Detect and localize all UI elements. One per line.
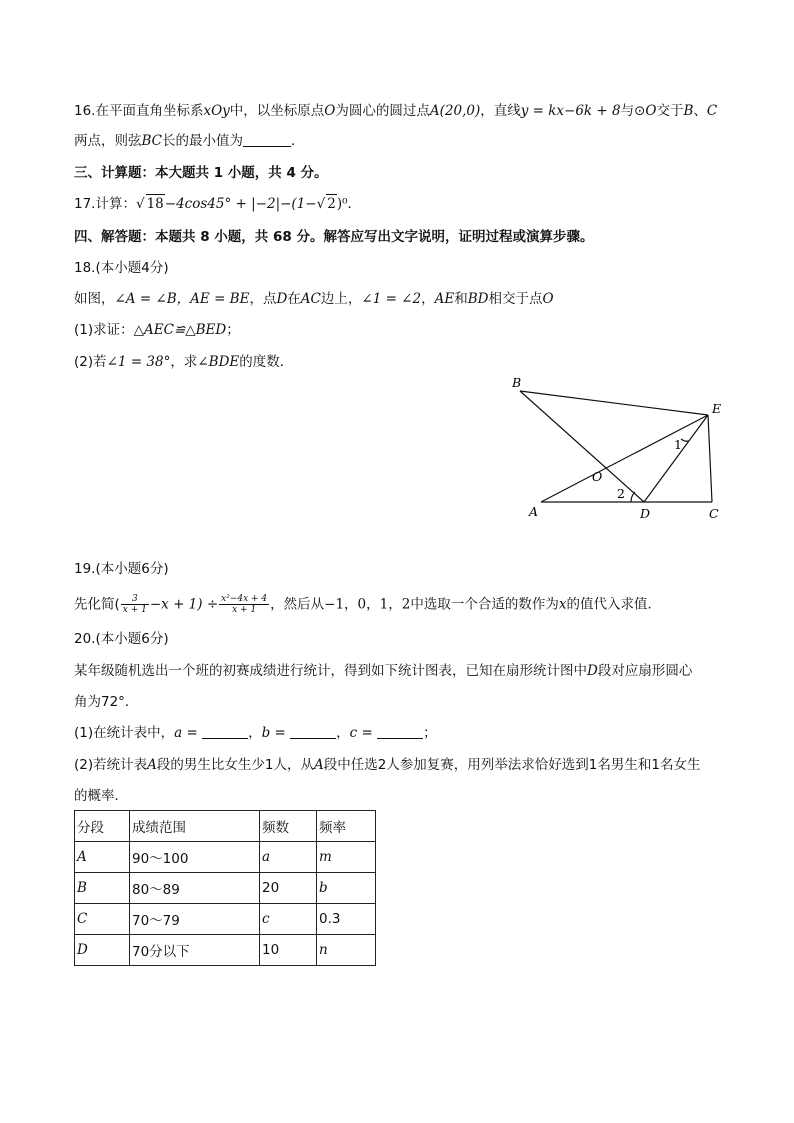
math: )⁰．	[336, 196, 361, 212]
label-c: C	[709, 506, 719, 521]
math: ∠1 = ∠2	[361, 291, 422, 307]
q20-part2-line1	[74, 756, 701, 774]
text: ；	[226, 322, 240, 338]
q19-statement	[74, 594, 661, 615]
text: 段对应扇形圆心	[597, 663, 693, 679]
text: 两点，则弦	[74, 133, 142, 149]
text: ，	[336, 725, 350, 741]
label-o: O	[592, 469, 603, 484]
text: 16.在平面直角坐标系	[74, 103, 204, 119]
math: A(20,0)	[429, 103, 481, 119]
text: 为圆心的圆过点	[335, 103, 430, 119]
fraction: $\frac{3}{x + 1}$	[122, 594, 147, 615]
math: O	[645, 103, 657, 119]
table-cell: 0.3	[317, 904, 376, 935]
text: 如图，	[74, 291, 115, 307]
math: A	[313, 757, 324, 773]
table-cell: m	[317, 842, 376, 873]
q20-intro1	[74, 662, 692, 680]
text: 在	[287, 291, 301, 307]
segment-bd	[520, 391, 644, 502]
answer-blank-a	[202, 725, 248, 739]
text: ；	[423, 725, 437, 741]
segment-be	[520, 391, 708, 415]
radicand: 2	[327, 196, 336, 212]
text: ．	[291, 133, 305, 149]
q18-part2	[74, 353, 293, 371]
text: (1)求证：	[74, 322, 134, 338]
text: 段中任选2人参加复赛，用列举法求恰好选到1名男生和1名女生	[323, 757, 701, 773]
math: O	[542, 291, 554, 307]
text: ，点	[249, 291, 277, 307]
table-cell: 90～100	[130, 842, 260, 873]
text: (2)若	[74, 354, 107, 370]
table-cell: n	[317, 935, 376, 966]
math: BD	[467, 291, 489, 307]
math: c =	[349, 725, 378, 741]
table-row	[75, 904, 376, 935]
math: O	[324, 103, 336, 119]
q18-statement	[74, 290, 554, 308]
table-row	[75, 873, 376, 904]
text: 中选取一个合适的数作为	[410, 596, 559, 613]
math: ∠A = ∠B，AE = BE	[114, 291, 250, 307]
answer-blank-b	[290, 725, 336, 739]
text: ，	[421, 291, 435, 307]
text: 某年级随机选出一个班的初赛成绩进行统计，得到如下统计图表，已知在扇形统计图中	[74, 663, 587, 679]
math: C	[706, 103, 718, 119]
table-cell: D	[75, 935, 130, 966]
angle-1-arc	[681, 439, 689, 441]
math: B	[683, 103, 694, 119]
math: D	[587, 663, 598, 679]
text: 段的男生比女生少1人，从	[156, 757, 314, 773]
text: 中，以坐标原点	[229, 103, 325, 119]
text: ，	[248, 725, 262, 741]
radicand: 18	[146, 196, 164, 212]
segment-ec	[708, 415, 712, 502]
text: 的值代入求值．	[566, 596, 661, 613]
text: (1)在统计表中，	[74, 725, 175, 741]
table-cell: A	[75, 842, 130, 873]
text: 边上，	[320, 291, 362, 307]
label-b: B	[512, 375, 522, 390]
table-row	[75, 842, 376, 873]
table-header-row	[75, 811, 376, 842]
q20-title: 20.(本小题6分)	[74, 631, 169, 647]
math: A	[147, 757, 157, 773]
math: y = kx−6k + 8	[520, 103, 621, 119]
math: −4cos45° + |−2|−(1−	[164, 196, 317, 212]
text: 交于	[656, 103, 684, 119]
math: −x + 1) ÷	[149, 596, 219, 613]
text: 与⊙	[620, 103, 646, 119]
table-cell: 20	[260, 873, 317, 904]
text: 、	[693, 103, 707, 119]
math: AC	[300, 291, 321, 307]
q18-title: 18.(本小题4分)	[74, 260, 169, 276]
table-header-cell: 频率	[317, 811, 376, 842]
math: △AEC≌△BED	[133, 322, 227, 338]
table-cell: 70分以下	[130, 935, 260, 966]
text: ，求	[170, 354, 198, 370]
geometry-figure	[505, 370, 735, 530]
answer-blank-c	[377, 725, 423, 739]
text: 的度数．	[239, 354, 294, 370]
label-e: E	[712, 401, 722, 416]
q16-line2	[74, 132, 305, 150]
math: −1，0，1，2	[324, 596, 411, 613]
q20-part2-line2: 的概率．	[74, 788, 128, 804]
math: ∠1 = 38°	[106, 354, 171, 370]
q20-part1	[74, 724, 437, 742]
segment-de	[644, 415, 708, 502]
table-cell: 10	[260, 935, 317, 966]
label-angle-2: 2	[617, 486, 625, 501]
text: (2)若统计表	[74, 757, 148, 773]
q16-line1	[74, 102, 717, 120]
table-header-cell: 成绩范围	[130, 811, 260, 842]
table-cell: b	[317, 873, 376, 904]
table-header-cell: 分段	[75, 811, 130, 842]
angle-2-arc	[631, 492, 635, 502]
text: 和	[454, 291, 468, 307]
text: 长的最小值为	[162, 133, 244, 149]
label-a: A	[529, 504, 539, 519]
table-cell: C	[75, 904, 130, 935]
math: ∠BDE	[197, 354, 240, 370]
q19-title: 19.(本小题6分)	[74, 561, 169, 577]
text: 先化简(	[74, 596, 120, 613]
table-cell: 70～79	[130, 904, 260, 935]
table-cell: c	[260, 904, 317, 935]
q20-intro2: 角为72°．	[74, 694, 139, 710]
math: x	[558, 596, 567, 613]
math: D	[276, 291, 288, 307]
table-cell: 80～89	[130, 873, 260, 904]
math: a =	[174, 725, 203, 741]
table-row	[75, 935, 376, 966]
section-4-heading: 四、解答题：本题共 8 小题，共 68 分。解答应写出文字说明，证明过程或演算步骤。	[74, 229, 594, 245]
table-header-cell: 频数	[260, 811, 317, 842]
math: BC	[141, 133, 163, 149]
answer-blank	[243, 133, 291, 147]
q17-line: 17.计算：√ 18−4cos45° + |−2|−(1−√ 2)⁰．	[74, 196, 361, 212]
q18-part1	[74, 321, 240, 339]
section-3-heading: 三、计算题：本大题共 1 小题，共 4 分。	[74, 165, 328, 181]
label-angle-1: 1	[674, 437, 682, 452]
text: 17.计算：	[74, 196, 136, 212]
table-cell: a	[260, 842, 317, 873]
label-d: D	[640, 506, 651, 521]
text: ，直线	[480, 103, 521, 119]
text: 相交于点	[488, 291, 543, 307]
math: xOy	[203, 103, 230, 119]
math: AE	[434, 291, 455, 307]
text: ，然后从	[270, 596, 325, 613]
table-cell: B	[75, 873, 130, 904]
statistics-table	[74, 810, 376, 966]
math: b =	[261, 725, 291, 741]
fraction: $\frac{\text{x²−4x + 4}}{x + 1}$	[221, 594, 268, 615]
